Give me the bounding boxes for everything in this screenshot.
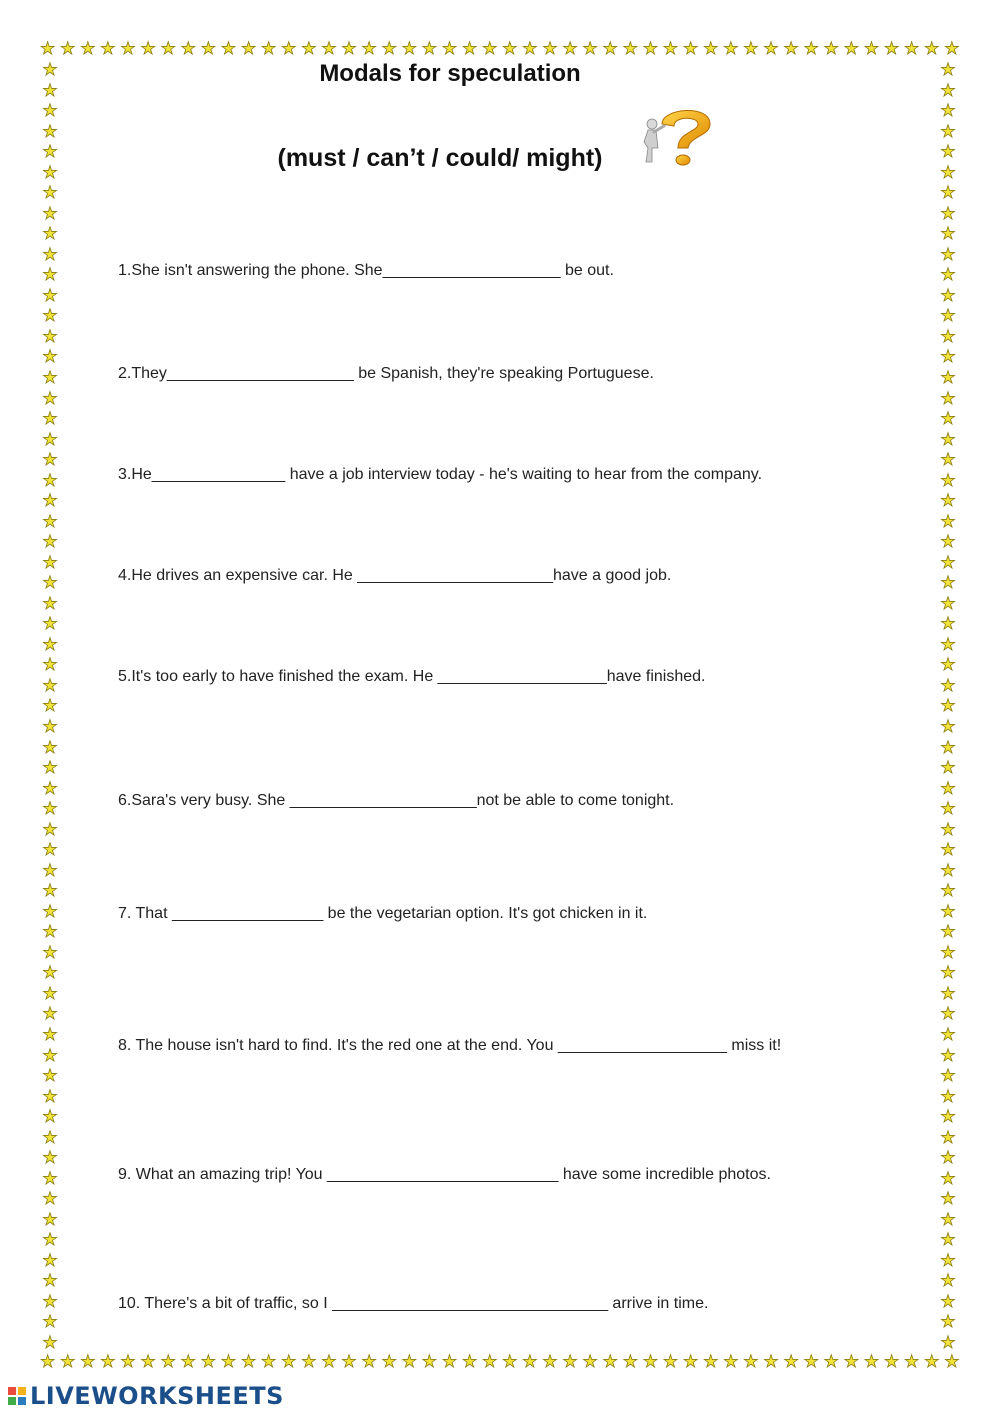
star-icon: ★ — [582, 38, 598, 59]
star-icon: ★ — [40, 1351, 56, 1372]
star-icon: ★ — [42, 244, 58, 265]
star-icon: ★ — [42, 101, 58, 122]
star-icon: ★ — [763, 1351, 779, 1372]
star-icon: ★ — [642, 38, 659, 59]
star-icon: ★ — [200, 1351, 216, 1372]
star-icon: ★ — [940, 1291, 956, 1312]
star-icon: ★ — [80, 1351, 96, 1372]
star-icon: ★ — [582, 1351, 598, 1372]
star-icon: ★ — [42, 675, 58, 696]
star-icon: ★ — [940, 80, 956, 101]
brand-name: LIVEWORKSHEETS — [30, 1382, 284, 1410]
star-icon: ★ — [940, 983, 956, 1004]
star-icon: ★ — [42, 1024, 58, 1045]
star-icon: ★ — [940, 470, 956, 491]
star-icon: ★ — [940, 901, 956, 922]
border-left — [39, 62, 61, 1352]
star-icon: ★ — [80, 38, 96, 59]
star-icon: ★ — [341, 38, 357, 59]
star-icon: ★ — [863, 1351, 880, 1372]
star-icon: ★ — [381, 1351, 397, 1372]
star-icon: ★ — [940, 511, 956, 532]
star-icon: ★ — [940, 819, 956, 840]
star-icon: ★ — [281, 38, 297, 59]
star-icon: ★ — [642, 1351, 659, 1372]
star-icon: ★ — [622, 38, 638, 59]
star-icon: ★ — [120, 1351, 136, 1372]
star-icon: ★ — [940, 367, 956, 388]
star-icon: ★ — [42, 511, 58, 532]
star-icon: ★ — [240, 38, 257, 59]
page-subtitle: (must / can’t / could/ might) — [277, 144, 603, 172]
star-icon: ★ — [940, 1332, 956, 1353]
star-icon: ★ — [763, 38, 779, 59]
star-icon: ★ — [42, 183, 58, 204]
star-icon: ★ — [341, 1351, 357, 1372]
border-top — [40, 38, 960, 60]
star-icon: ★ — [100, 38, 116, 59]
star-icon: ★ — [42, 1250, 58, 1271]
star-icon: ★ — [940, 409, 956, 430]
question-3: 3.He_______________ have a job interview today - he's waiting to hear from the company. — [118, 466, 763, 483]
question-mark-figure-icon — [632, 102, 722, 172]
star-icon: ★ — [683, 38, 699, 59]
star-icon: ★ — [940, 778, 956, 799]
star-icon: ★ — [924, 1351, 940, 1372]
star-icon: ★ — [924, 38, 940, 59]
star-icon: ★ — [940, 655, 956, 676]
star-icon: ★ — [42, 1230, 58, 1251]
star-icon: ★ — [883, 38, 900, 59]
star-icon: ★ — [823, 38, 839, 59]
star-icon: ★ — [940, 1209, 956, 1230]
star-icon: ★ — [42, 60, 58, 80]
star-icon: ★ — [940, 1271, 956, 1292]
star-icon: ★ — [703, 38, 719, 59]
star-icon: ★ — [240, 1351, 257, 1372]
star-icon: ★ — [940, 593, 956, 614]
star-icon: ★ — [42, 121, 58, 142]
star-icon: ★ — [940, 840, 956, 861]
star-icon: ★ — [441, 38, 458, 59]
star-icon: ★ — [42, 265, 58, 286]
star-icon: ★ — [940, 244, 956, 265]
liveworksheets-logo — [8, 1382, 284, 1410]
star-icon: ★ — [940, 1086, 956, 1107]
star-icon: ★ — [42, 860, 58, 881]
star-icon: ★ — [940, 1127, 956, 1148]
star-icon: ★ — [140, 38, 156, 59]
star-icon: ★ — [723, 38, 739, 59]
star-icon: ★ — [940, 429, 956, 450]
star-icon: ★ — [421, 1351, 438, 1372]
star-icon: ★ — [940, 737, 956, 758]
star-icon: ★ — [940, 634, 956, 655]
star-icon: ★ — [42, 347, 58, 368]
star-icon: ★ — [940, 922, 956, 943]
star-icon: ★ — [940, 326, 956, 347]
star-icon: ★ — [940, 1189, 956, 1210]
star-icon: ★ — [940, 162, 956, 183]
star-icon: ★ — [904, 1351, 920, 1372]
star-icon: ★ — [940, 675, 956, 696]
border-bottom — [40, 1351, 960, 1373]
star-icon: ★ — [42, 326, 58, 347]
star-icon: ★ — [883, 1351, 900, 1372]
star-icon: ★ — [42, 593, 58, 614]
star-icon: ★ — [863, 38, 880, 59]
star-icon: ★ — [42, 409, 58, 430]
star-icon: ★ — [940, 203, 956, 224]
question-7: 7. That _________________ be the vegetarian option. It's got chicken in it. — [118, 905, 648, 922]
star-icon: ★ — [42, 532, 58, 553]
star-icon: ★ — [321, 1351, 337, 1372]
star-icon: ★ — [940, 60, 956, 80]
star-icon: ★ — [42, 367, 58, 388]
star-icon: ★ — [160, 38, 176, 59]
star-icon: ★ — [42, 901, 58, 922]
star-icon: ★ — [42, 162, 58, 183]
star-icon: ★ — [100, 1351, 116, 1372]
star-icon: ★ — [940, 1312, 956, 1333]
star-icon: ★ — [542, 38, 558, 59]
star-icon: ★ — [662, 38, 679, 59]
star-icon: ★ — [940, 491, 956, 512]
star-icon: ★ — [160, 1351, 176, 1372]
star-icon: ★ — [940, 121, 956, 142]
star-icon: ★ — [502, 38, 518, 59]
star-icon: ★ — [42, 881, 58, 902]
star-icon: ★ — [42, 429, 58, 450]
question-2: 2.They_____________________ be Spanish, they're speaking Portuguese. — [118, 365, 654, 382]
star-icon: ★ — [140, 1351, 156, 1372]
star-icon: ★ — [42, 922, 58, 943]
star-icon: ★ — [940, 1004, 956, 1025]
star-icon: ★ — [200, 38, 216, 59]
star-icon: ★ — [42, 1148, 58, 1169]
star-icon: ★ — [940, 860, 956, 881]
star-icon: ★ — [42, 573, 58, 594]
star-icon: ★ — [461, 1351, 478, 1372]
question-10: 10. There's a bit of traffic, so I _______________________________ arrive in time. — [118, 1295, 709, 1312]
question-6: 6.Sara's very busy. She _____________________not be able to come tonight. — [118, 792, 675, 809]
star-icon: ★ — [482, 1351, 498, 1372]
star-icon: ★ — [42, 470, 58, 491]
star-icon: ★ — [381, 38, 397, 59]
star-icon: ★ — [602, 1351, 618, 1372]
star-icon: ★ — [42, 983, 58, 1004]
question-1: 1.She isn't answering the phone. She____________________ be out. — [118, 262, 614, 279]
star-icon: ★ — [940, 183, 956, 204]
star-icon: ★ — [42, 285, 58, 306]
star-icon: ★ — [441, 1351, 458, 1372]
star-icon: ★ — [40, 38, 56, 59]
star-icon: ★ — [944, 1351, 960, 1372]
star-icon: ★ — [42, 142, 58, 163]
star-icon: ★ — [42, 450, 58, 471]
logo-blocks-icon — [8, 1387, 26, 1405]
star-icon: ★ — [940, 717, 956, 737]
star-icon: ★ — [42, 1312, 58, 1333]
star-icon: ★ — [940, 142, 956, 163]
star-icon: ★ — [940, 101, 956, 122]
star-icon: ★ — [940, 1024, 956, 1045]
star-icon: ★ — [42, 1209, 58, 1230]
star-icon: ★ — [940, 224, 956, 245]
star-icon: ★ — [281, 1351, 297, 1372]
star-icon: ★ — [220, 38, 237, 59]
star-icon: ★ — [522, 1351, 538, 1372]
star-icon: ★ — [42, 614, 58, 635]
star-icon: ★ — [940, 614, 956, 635]
star-icon: ★ — [42, 1271, 58, 1292]
star-icon: ★ — [940, 1230, 956, 1251]
question-8: 8. The house isn't hard to find. It's the red one at the end. You ___________________ miss it! — [118, 1037, 782, 1054]
star-icon: ★ — [522, 38, 538, 59]
star-icon: ★ — [42, 203, 58, 224]
star-icon: ★ — [42, 737, 58, 758]
question-9: 9. What an amazing trip! You __________________________ have some incredible photos. — [118, 1166, 771, 1183]
star-icon: ★ — [904, 38, 920, 59]
star-icon: ★ — [42, 778, 58, 799]
star-icon: ★ — [843, 38, 859, 59]
star-icon: ★ — [401, 38, 417, 59]
border-right — [937, 62, 959, 1352]
star-icon: ★ — [940, 696, 956, 717]
star-icon: ★ — [60, 38, 76, 59]
star-icon: ★ — [940, 1107, 956, 1128]
star-icon: ★ — [562, 1351, 578, 1372]
star-icon: ★ — [602, 38, 618, 59]
star-icon: ★ — [940, 1148, 956, 1169]
star-icon: ★ — [42, 963, 58, 984]
star-icon: ★ — [301, 38, 317, 59]
star-icon: ★ — [42, 1086, 58, 1107]
star-icon: ★ — [42, 634, 58, 655]
star-icon: ★ — [940, 265, 956, 286]
star-icon: ★ — [60, 1351, 76, 1372]
star-icon: ★ — [120, 38, 136, 59]
star-icon: ★ — [940, 881, 956, 902]
star-icon: ★ — [461, 38, 478, 59]
question-4: 4.He drives an expensive car. He ______________________have a good job. — [118, 567, 672, 584]
page-title: Modals for speculation — [319, 60, 581, 87]
star-icon: ★ — [42, 1107, 58, 1128]
star-icon: ★ — [42, 717, 58, 737]
star-icon: ★ — [42, 655, 58, 676]
star-icon: ★ — [743, 38, 759, 59]
star-icon: ★ — [261, 38, 277, 59]
star-icon: ★ — [823, 1351, 839, 1372]
star-icon: ★ — [940, 388, 956, 409]
star-icon: ★ — [42, 388, 58, 409]
star-icon: ★ — [940, 285, 956, 306]
star-icon: ★ — [42, 758, 58, 779]
star-icon: ★ — [42, 1291, 58, 1312]
star-icon: ★ — [261, 1351, 277, 1372]
star-icon: ★ — [220, 1351, 237, 1372]
star-icon: ★ — [940, 573, 956, 594]
star-icon: ★ — [421, 38, 438, 59]
star-icon: ★ — [301, 1351, 317, 1372]
star-icon: ★ — [542, 1351, 558, 1372]
star-icon: ★ — [783, 38, 799, 59]
star-icon: ★ — [940, 1066, 956, 1087]
star-icon: ★ — [180, 1351, 196, 1372]
star-icon: ★ — [482, 38, 498, 59]
star-icon: ★ — [743, 1351, 759, 1372]
star-icon: ★ — [361, 1351, 377, 1372]
star-icon: ★ — [940, 347, 956, 368]
star-icon: ★ — [940, 306, 956, 327]
star-icon: ★ — [683, 1351, 699, 1372]
star-icon: ★ — [940, 532, 956, 553]
star-icon: ★ — [940, 552, 956, 573]
star-icon: ★ — [703, 1351, 719, 1372]
star-icon: ★ — [42, 799, 58, 820]
star-icon: ★ — [42, 1189, 58, 1210]
star-icon: ★ — [940, 1250, 956, 1271]
star-icon: ★ — [321, 38, 337, 59]
star-icon: ★ — [42, 1066, 58, 1087]
star-icon: ★ — [843, 1351, 859, 1372]
star-icon: ★ — [42, 1045, 58, 1066]
star-icon: ★ — [940, 758, 956, 779]
star-icon: ★ — [42, 819, 58, 840]
star-icon: ★ — [401, 1351, 417, 1372]
star-icon: ★ — [940, 1168, 956, 1189]
star-icon: ★ — [662, 1351, 679, 1372]
star-icon: ★ — [180, 38, 196, 59]
star-icon: ★ — [940, 1045, 956, 1066]
star-icon: ★ — [42, 1127, 58, 1148]
star-icon: ★ — [42, 224, 58, 245]
star-icon: ★ — [803, 38, 819, 59]
star-icon: ★ — [42, 942, 58, 963]
star-icon: ★ — [502, 1351, 518, 1372]
star-icon: ★ — [42, 1168, 58, 1189]
star-icon: ★ — [622, 1351, 638, 1372]
star-icon: ★ — [42, 1332, 58, 1353]
star-icon: ★ — [42, 840, 58, 861]
star-icon: ★ — [940, 799, 956, 820]
star-icon: ★ — [940, 963, 956, 984]
star-icon: ★ — [940, 942, 956, 963]
star-icon: ★ — [803, 1351, 819, 1372]
star-icon: ★ — [42, 1004, 58, 1025]
star-icon: ★ — [361, 38, 377, 59]
star-icon: ★ — [940, 450, 956, 471]
star-icon: ★ — [944, 38, 960, 59]
star-icon: ★ — [42, 552, 58, 573]
star-icon: ★ — [42, 80, 58, 101]
star-icon: ★ — [42, 491, 58, 512]
star-icon: ★ — [42, 306, 58, 327]
star-icon: ★ — [42, 696, 58, 717]
star-icon: ★ — [723, 1351, 739, 1372]
star-icon: ★ — [562, 38, 578, 59]
star-icon: ★ — [783, 1351, 799, 1372]
question-5: 5.It's too early to have finished the exam. He ___________________have finished. — [118, 668, 706, 685]
